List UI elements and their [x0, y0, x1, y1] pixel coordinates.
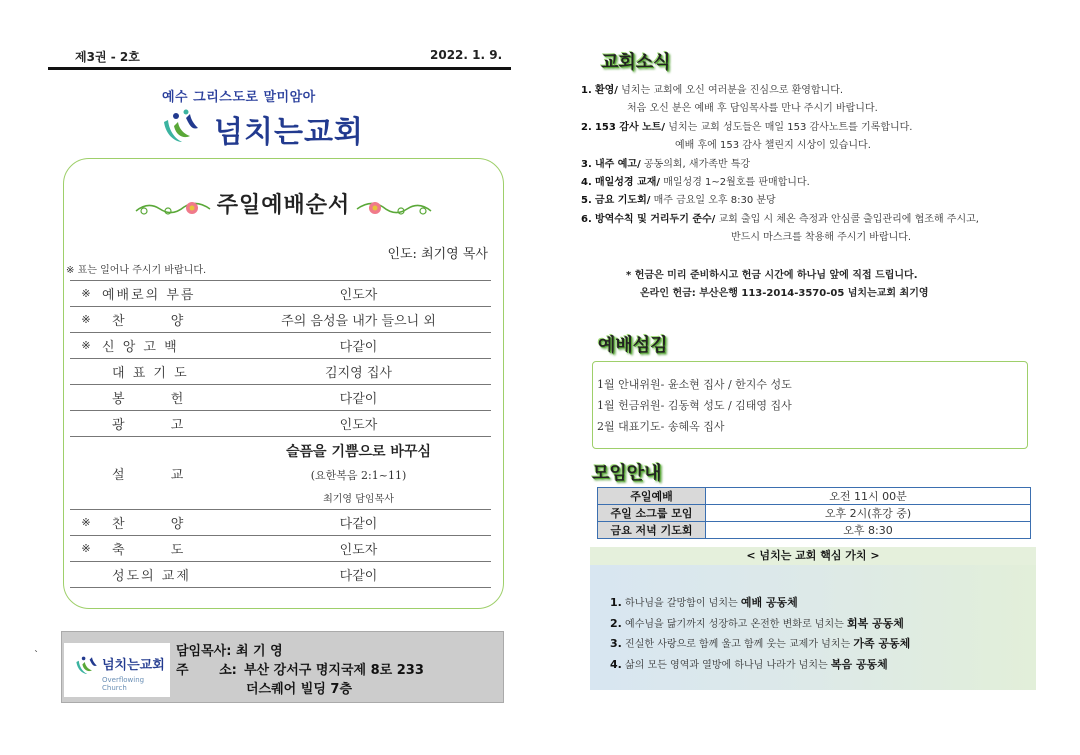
address-label: 주 소: [176, 663, 237, 678]
service-leader: 인도: 최기영 목사 [387, 247, 488, 262]
meetings-table [597, 487, 1031, 539]
news-item [581, 211, 979, 229]
stand-marker [70, 437, 102, 510]
news-continuation: 처음 오신 분은 예배 후 담임목사를 만나 주시기 바랍니다. [627, 103, 878, 115]
news-head: 내주 예고/ [594, 158, 641, 170]
church-contact [176, 642, 424, 699]
value-num: 4. [610, 657, 622, 671]
news-head: 금요 기도회/ [594, 195, 651, 207]
value-num: 3. [610, 637, 622, 650]
offering-line-2: 온라인 헌금: 부산은행 113-2014-3570-05 넘치는교회 최기영 [640, 288, 929, 299]
meeting-name: 금요 저녁 기도회 [598, 522, 706, 539]
table-row [70, 385, 491, 411]
table-row [70, 307, 491, 333]
value-name: 회복 공동체 [846, 616, 904, 630]
order-person: 주의 음성을 내가 들으니 외 [226, 307, 491, 333]
offering-line-1: * 헌금은 미리 준비하시고 헌금 시간에 하나님 앞에 직접 드립니다. [626, 270, 918, 281]
news-item [581, 156, 979, 174]
news-continuation: 반드시 마스크를 착용해 주시기 바랍니다. [731, 232, 912, 244]
church-name: 넘치는교회 [214, 115, 364, 150]
offering-notice [626, 267, 929, 303]
order-person: 다같이 [226, 385, 491, 411]
order-item: 신 앙 고 백 [102, 333, 226, 359]
table-row [70, 281, 491, 307]
core-values-list [610, 593, 910, 675]
worship-order-table [70, 280, 491, 588]
list-item [610, 593, 910, 614]
table-row [598, 505, 1031, 522]
value-text: 진실한 사랑으로 함께 울고 함께 웃는 교제가 넘치는 [625, 639, 854, 650]
church-motto: 예수 그리스도로 말미암아 [162, 90, 316, 105]
pastor-label: 담임목사: [176, 644, 232, 659]
order-person: 김지영 집사 [226, 359, 491, 385]
order-item: 예배로의 부름 [102, 281, 226, 307]
value-text: 예수님을 닮기까지 성장하고 온전한 변화로 넘치는 [625, 618, 847, 630]
meetings-title: 모임안내 [592, 463, 662, 484]
news-item [581, 192, 979, 210]
list-item [610, 655, 910, 676]
stand-marker [70, 562, 102, 588]
serving-line: 1월 헌금위원- 김동혁 성도 / 김태영 집사 [597, 399, 792, 412]
news-text: 매일성경 1~2월호를 판매합니다. [663, 177, 810, 189]
stand-note [66, 261, 206, 276]
list-item [610, 614, 910, 635]
meeting-time: 오전 11시 00분 [706, 488, 1031, 505]
church-logo-small-icon [74, 653, 98, 677]
news-head: 방역수칙 및 거리두기 준수/ [594, 213, 716, 225]
meeting-name: 주일 소그룹 모임 [598, 505, 706, 522]
address-line-1: 부산 강서구 명지국제 8로 233 [244, 663, 424, 678]
order-item: 성도의 교제 [102, 562, 226, 588]
news-head: 환영/ [594, 85, 618, 96]
order-person: 다같이 [226, 510, 491, 536]
table-row [598, 522, 1031, 539]
stand-marker: ※ [70, 281, 102, 307]
news-num: 2. [581, 121, 592, 133]
order-item: 축 도 [102, 536, 226, 562]
footer-church-english: Overflowing Church [102, 676, 145, 692]
news-num: 1. [581, 85, 592, 96]
order-person: 다같이 [226, 333, 491, 359]
church-logo-icon [160, 108, 200, 146]
list-item [610, 634, 910, 655]
news-num: 5. [581, 195, 592, 207]
order-person: 다같이 [226, 562, 491, 588]
meeting-name: 주일예배 [598, 488, 706, 505]
footer-church-name: 넘치는교회 [102, 658, 165, 673]
stand-marker [70, 411, 102, 437]
table-row [70, 562, 491, 588]
order-item: 봉 헌 [102, 385, 226, 411]
address-line [176, 661, 424, 680]
stand-marker: ※ [70, 307, 102, 333]
stand-marker [70, 359, 102, 385]
news-item [581, 82, 979, 100]
value-text: 하나님을 갈망함이 넘치는 [625, 598, 741, 609]
sermon-title: 슬픔을 기쁨으로 바꾸심 [286, 444, 431, 460]
header-divider [48, 67, 511, 70]
value-text: 삶의 모든 영역과 열방에 하나님 나라가 넘치는 [625, 659, 831, 671]
news-title: 교회소식 [601, 52, 671, 73]
sermon-scripture: (요한복음 2:1~11) [310, 469, 407, 482]
stand-marker: ※ [70, 333, 102, 359]
serving-list [597, 374, 792, 437]
sermon-info [226, 437, 491, 510]
stand-mark: ※ [66, 265, 75, 276]
stand-marker: ※ [70, 536, 102, 562]
order-person: 인도자 [226, 411, 491, 437]
table-row [70, 536, 491, 562]
serving-line: 1월 안내위원- 윤소현 집사 / 한지수 성도 [597, 378, 792, 391]
pastor-name: 최 기 영 [235, 644, 283, 659]
news-num: 6. [581, 213, 592, 225]
value-num: 2. [610, 616, 622, 630]
value-name: 복음 공동체 [830, 657, 888, 671]
value-name: 예배 공동체 [740, 596, 798, 609]
issue-number: 제3권 - 2호 [75, 50, 140, 64]
news-text: 교회 출입 시 체온 측정과 안심콜 출입관리에 협조해 주시고, [718, 213, 979, 225]
news-item [581, 119, 979, 137]
sermon-preacher: 최기영 담임목사 [323, 494, 394, 505]
news-text: 넘치는 교회 성도들은 매일 153 감사노트를 기록합니다. [668, 121, 913, 133]
news-text: 매주 금요일 오후 8:30 분당 [653, 195, 776, 207]
stand-marker: ※ [70, 510, 102, 536]
news-text: 넘치는 교회에 오신 여러분을 진심으로 환영합니다. [621, 85, 844, 96]
news-head: 153 감사 노트/ [594, 121, 666, 133]
pastor-line [176, 642, 424, 661]
order-item: 설 교 [102, 437, 226, 510]
flower-ornament-left-icon [134, 197, 212, 219]
news-num: 4. [581, 177, 592, 189]
stand-note-text: 표는 일어나 주시기 바랍니다. [77, 265, 207, 276]
stand-marker [70, 385, 102, 411]
meeting-time: 오후 8:30 [706, 522, 1031, 539]
table-row [70, 411, 491, 437]
core-values-title: < 넘치는 교회 핵심 가치 > [590, 547, 1036, 565]
meeting-time: 오후 2시(휴강 중) [706, 505, 1031, 522]
stray-mark: ` [34, 650, 39, 661]
table-row [70, 437, 491, 510]
footer-logo [64, 643, 170, 697]
news-text: 공동의회, 새가족반 특강 [643, 158, 751, 170]
order-item: 광 고 [102, 411, 226, 437]
order-item: 찬 양 [102, 510, 226, 536]
news-list [581, 82, 979, 248]
order-item: 대 표 기 도 [102, 359, 226, 385]
order-item: 찬 양 [102, 307, 226, 333]
value-num: 1. [610, 596, 622, 609]
table-row [70, 333, 491, 359]
news-num: 3. [581, 158, 592, 170]
serving-line: 2월 대표기도- 송혜옥 집사 [597, 420, 725, 433]
worship-order-title: 주일예배순서 [216, 193, 351, 218]
worship-order-header [63, 188, 504, 219]
news-head: 매일성경 교재/ [594, 177, 661, 189]
table-row [70, 359, 491, 385]
table-row [70, 510, 491, 536]
flower-ornament-right-icon [355, 197, 433, 219]
table-row [598, 488, 1031, 505]
issue-date: 2022. 1. 9. [430, 48, 503, 62]
value-name: 가족 공동체 [853, 637, 911, 650]
news-continuation: 예배 후에 153 감사 챌린지 시상이 있습니다. [675, 140, 871, 152]
serving-title: 예배섬김 [598, 335, 668, 356]
order-person: 인도자 [226, 536, 491, 562]
order-person: 인도자 [226, 281, 491, 307]
address-line-2: 더스퀘어 빌딩 7층 [246, 682, 353, 697]
news-item [581, 174, 979, 192]
